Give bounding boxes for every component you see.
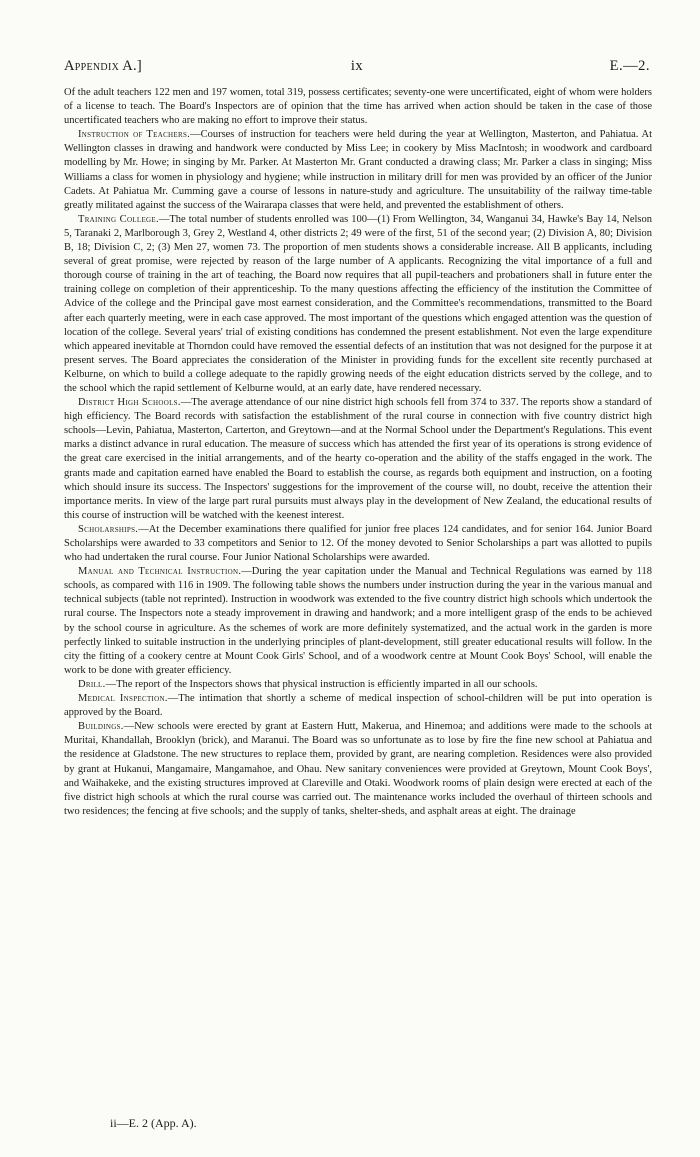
paragraph-text: —At the December examinations there qualified for junior free places 124 candidates, and for senior 164. Junior Board Scholarships were awarded to 33 competitors and Senior to 12. Of the money devoted to Senior Scholarships a part was allotted to pupils who had undertaken the rural course. Four Junior National Scholarships were awarded.	[64, 523, 652, 564]
body-text	[64, 86, 652, 819]
paragraph-heading: Medical Inspection.	[78, 693, 168, 705]
paragraph-heading: Instruction of Teachers.	[78, 129, 191, 141]
page-number: ix	[350, 58, 364, 74]
paragraph-text: —New schools were erected by grant at Eastern Hutt, Makerua, and Hinemoa; and additions were made to the schools at Muritai, Khandallah, Brooklyn (brick), and Maranui. The Board was so unfortunate as to lose by fire the fine new school at Pahiatua and the residence at Gladstone. The new structures to replace them, provided by grant, are nearing completion. Residences were also provided by grant at Hukanui, Mangamaire, Mangamahoe, and Ohau. New sanitary conveniences were provided at Greytown, Mount Cook Boys', and Waihakeke, and the existing structures improved at Clareville and Otaki. Woodwork rooms of plain design were erected at each of the five district high schools at which the rural course was carried out. The maintenance works included the overhaul of thirteen schools and two residences; the fencing at five schools; and the supply of tanks, shelter-sheds, and asphalt areas at eight. The drainage	[64, 721, 652, 817]
paragraph-text: —The intimation that shortly a scheme of medical inspection of school-children will be put into operation is approved by the Board.	[64, 693, 652, 719]
paragraph-text: —The total number of students enrolled was 100—(1) From Wellington, 34, Wanganui 34, Hawke's Bay 14, Nelson 5, Taranaki 2, Marlborough 3, Grey 2, Westland 4, other districts 2; 49 were of the first, 51 of the second year; (2) Division A, 80; Division B, 18; Division C, 2; (3) Men 27, women 73. The proportion of men students shows a considerable increase. All B applicants, including several of great promise, were rejected by reason of the large number of A applicants. Recognizing the vital importance of a full and thorough course of training in the art of teaching, the Board now requires that all pupil-teachers and probationers shall in future enter the training college on completion of their apprenticeship. To the many questions affecting the efficiency of the institution the Committee of Advice of the college and the Principal gave most earnest consideration, and the Committee's recommendations, transmitted to the Board after each quarterly meeting, were in each case approved. The most important of the questions which engaged attention was the question of location of the college. Several years' trial of existing conditions has condemned the present establishment. Not even the large expenditure which appeared inevitable at Thorndon could have removed the essential defects of an institution that was not designed for the purpose it at present serves. The Board appreciates the consideration of the Minister in providing funds for the excellent site recently purchased at Kelburne, on which to build a college adequate to the rapidly growing needs of the eight education districts served by the college, and to the school which the rapid settlement of Kelburne would, at an early date, have rendered necessary.	[64, 213, 652, 394]
header-document-code: E.—2.	[609, 58, 650, 74]
paragraph-text: Of the adult teachers 122 men and 197 women, total 319, possess certificates; seventy-one were uncertificated, eight of whom were holders of a license to teach. The Board's Inspectors are of opinion that the time has arrived when action should be taken in the case of those uncertificated teachers who are making no effort to improve their status.	[64, 87, 652, 127]
paragraph-heading: Training College.	[78, 213, 159, 225]
paragraph	[64, 213, 652, 396]
paragraph-text: —The report of the Inspectors shows that physical instruction is efficiently imparted in all our schools.	[105, 678, 538, 690]
paragraph-text: —The average attendance of our nine district high schools fell from 374 to 337. The reports show a standard of high efficiency. The Board records with satisfaction the establishment of the rural course in connection with five country district high schools—Levin, Pahiatua, Masterton, Carterton, and Greytown—and at the Normal School under the Department's Regulations. This event marks a distinct advance in rural education. The measure of success which has attended the first year of its operations is strong evidence of the great care exercised in the initial arrangements, and of the hearty co-operation and the ability of the staffs engaged in the work. The grants made and capitation earned have enabled the Board to establish the course, as regards both equipment and instruction, on a footing which should insure its success. The Inspectors' suggestions for the improvement of the course will, no doubt, receive the attention their importance merits. In view of the large part rural pursuits must always play in the development of New Zealand, the educational results of this course of instruction will be watched with the keenest interest.	[64, 397, 652, 521]
paragraph-text: —Courses of instruction for teachers were held during the year at Wellington, Masterton, and Pahiatua. At Wellington classes in drawing and handwork were conducted by Miss Lee; in cookery by Miss MacIntosh; in woodwork and cardboard modelling by Mr. Howe; in singing by Mr. Parker. At Masterton Mr. Grant conducted a drawing class; Mr. Parker a class in singing; Miss Williams a class for women in physiology and hygiene; while instruction in military drill for men was provided by an officer of the Junior Cadets. At Pahiatua Mr. Cumming gave a course of lessons in nature-study and agriculture. The unsuitability of the railway time-table greatly militated against the success of the Wairarapa classes that were held, and prevented the establishment of others.	[64, 129, 652, 211]
paragraph-heading: Buildings.	[78, 721, 124, 733]
paragraph	[64, 128, 652, 213]
paragraph-heading: Manual and Technical Instruction.	[78, 566, 242, 578]
paragraph	[64, 692, 652, 720]
header-appendix: Appendix A.]	[64, 58, 143, 74]
paragraph	[64, 523, 652, 565]
signature-mark: ii—E. 2 (App. A).	[110, 1116, 197, 1130]
paragraph	[64, 86, 652, 128]
paragraph-heading: Drill.	[78, 678, 106, 690]
paragraph-heading: District High Schools.	[78, 397, 181, 409]
running-header	[64, 58, 650, 78]
paragraph	[64, 565, 652, 678]
paragraph-heading: Scholarships.	[78, 523, 139, 535]
paragraph	[64, 396, 652, 523]
paragraph	[64, 720, 652, 819]
paragraph-text: —During the year capitation under the Manual and Technical Regulations was earned by 118 schools, as compared with 116 in 1909. The following table shows the numbers under instruction during the year in the various manual and technical subjects (table not reprinted). Instruction in woodwork was extended to the five country district high schools which undertook the rural course. The Inspectors note a steady improvement in drawing and handwork; and a more intelligent grasp of the ends to be achieved by the school course in agriculture. As the schemes of work are more definitely systematized, and the actual work in the garden is more perfectly linked to suitable instruction in the underlying principles of plant-development, still greater educational results will follow. In the city the fitting of a cookery centre at Mount Cook Girls' School, and of a woodwork centre at Mount Cook Boys' School, will enable the work to be done with greater efficiency.	[64, 566, 653, 676]
paragraph	[64, 678, 652, 692]
